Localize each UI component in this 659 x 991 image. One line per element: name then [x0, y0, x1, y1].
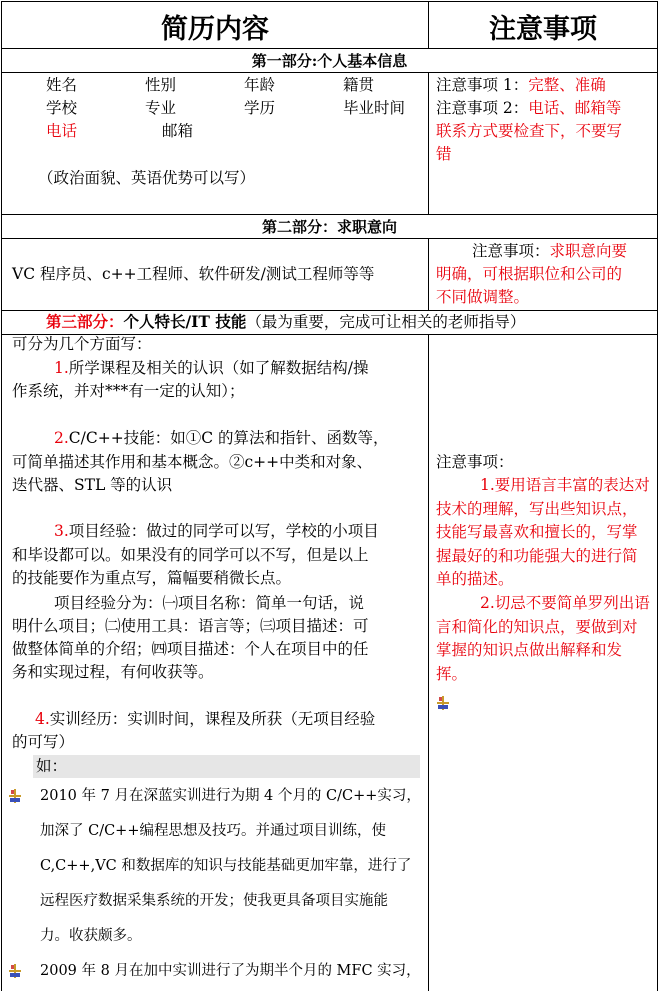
border-left [1, 1, 2, 991]
field-name: 姓名 [46, 76, 78, 94]
item2-text: C/C++技能：如①C 的算法和指针、函数等， [68, 429, 389, 447]
item4-line1 [35, 708, 375, 732]
part3-note1: 1.要用语言丰富的表达对技术的理解，写出些知识点，技能写最喜欢和擅长的，写掌握最好的和功能强大的进行简单的描述。 [436, 476, 650, 588]
example-label: 如： [36, 757, 68, 775]
experience-1-line2: 加深了 C/C++编程思想及技巧。并通过项目训练，使 [40, 823, 386, 839]
part3-intro: 可分为几个方面写： [12, 335, 152, 353]
part3-title-suffix: （最为重要，完成可让相关的老师指导） [246, 313, 526, 331]
item4-number: 4. [35, 710, 50, 728]
header-resume-content: 简历内容 [161, 14, 269, 45]
note2-value: 电话、邮箱等 [528, 99, 622, 117]
part1-note2-line2: 联系方式要检查下，不要写 [436, 122, 623, 140]
border-right [657, 1, 658, 991]
experience-1-line5: 力。收获颇多。 [40, 928, 142, 944]
field-phone: 电话 [46, 122, 78, 140]
item3-line2: 和毕设都可以。如果没有的同学可以不写，但是以上 [12, 546, 369, 564]
item3-text: 项目经验：做过的同学可以写，学校的小项目 [68, 522, 379, 540]
item1-text: 所学课程及相关的认识（如了解数据结构/操 [68, 359, 369, 377]
item4-line2: 的可写） [12, 733, 75, 751]
item3-number: 3. [54, 522, 69, 540]
item2-line1 [54, 427, 389, 451]
part3-note2: 2.切忌不要简单罗列出语言和简化的知识点，要做到对掌握的知识点做出解释和发挥。 [436, 594, 650, 683]
part2-note-line2: 明确，可根据职位和公司的 [436, 265, 623, 283]
field-age: 年龄 [244, 76, 276, 94]
note1-label: 注意事项 1： [436, 76, 529, 94]
part2-note-label: 注意事项： [472, 242, 550, 260]
part1-note1 [436, 74, 606, 98]
bullet-marker-icon [9, 789, 21, 803]
part2-note-value: 求职意向要 [549, 242, 628, 260]
bullet-marker-icon [9, 964, 21, 978]
part3-title-prefix: 第三部分： [46, 312, 124, 331]
experience-2-line1: 2009 年 8 月在加中实训进行了为期半个月的 MFC 实习， [40, 963, 421, 979]
item2-number: 2. [54, 429, 69, 447]
field-hometown: 籍贯 [343, 76, 375, 94]
project-line3: 做整体简单的介绍；㈣项目描述：个人在项目中的任 [12, 640, 369, 658]
part1-remark: （政治面貌、英语优势可以写） [38, 169, 256, 187]
field-email: 邮箱 [162, 122, 194, 140]
item4-text: 实训经历：实训时间，课程及所获（无项目经验 [49, 710, 376, 728]
row-line [1, 72, 658, 73]
column-divider-part3 [428, 334, 429, 991]
item2-line2: 可简单描述其作用和基本概念。②c++中类和对象、 [12, 453, 373, 471]
part3-title [46, 310, 525, 335]
example-highlight [33, 755, 420, 778]
part2-title: 第二部分：求职意向 [261, 218, 397, 236]
part1-note2 [436, 97, 621, 121]
item3-line3: 的技能要作为重点写，篇幅要稍微长点。 [12, 569, 292, 587]
column-divider-part1 [428, 72, 429, 214]
part2-note [472, 240, 627, 264]
experience-1-line1: 2010 年 7 月在深蓝实训进行为期 4 个月的 C/C++实习， [40, 788, 421, 804]
border-top [1, 1, 658, 2]
row-line [1, 214, 658, 215]
part1-title: 第一部分:个人基本信息 [251, 52, 408, 70]
item1-line1 [54, 357, 369, 381]
note2-label: 注意事项 2： [436, 99, 529, 117]
bullet-marker-icon [437, 696, 449, 710]
item2-line3: 迭代器、STL 等的认识 [12, 476, 173, 494]
note1-value: 完整、准确 [528, 76, 606, 94]
field-gender: 性别 [145, 76, 177, 94]
field-degree: 学历 [244, 99, 276, 117]
part1-note2-line3: 错 [436, 145, 452, 163]
project-line1: 项目经验分为：㈠项目名称：简单一句话，说 [54, 594, 365, 612]
experience-1-line4: 远程医疗数据采集系统的开发；使我更具备项目实施能 [40, 893, 388, 909]
part3-title-main: 个人特长/IT 技能 [123, 312, 247, 331]
part2-note-line3: 不同做调整。 [436, 288, 530, 306]
item1-number: 1. [54, 359, 69, 377]
header-notes: 注意事项 [489, 14, 597, 45]
project-line4: 务和实现过程，有何收获等。 [12, 663, 214, 681]
field-graduation-time: 毕业时间 [343, 99, 406, 117]
part2-job-intention: VC 程序员、c++工程师、软件研发/测试工程师等等 [12, 265, 375, 283]
item3-line1 [54, 520, 379, 544]
experience-1-line3: C,C++,VC 和数据库的知识与技能基础更加牢靠，进行了 [40, 858, 412, 874]
project-line2: 明什么项目；㈡使用工具：语言等；㈢项目描述：可 [12, 617, 369, 635]
part3-note-label: 注意事项： [436, 453, 514, 471]
field-major: 专业 [145, 99, 177, 117]
item1-line2: 作系统，并对***有一定的认知）； [12, 382, 245, 400]
field-school: 学校 [46, 99, 78, 117]
row-line [1, 238, 658, 239]
column-divider-part2 [428, 238, 429, 310]
row-line [1, 48, 658, 49]
